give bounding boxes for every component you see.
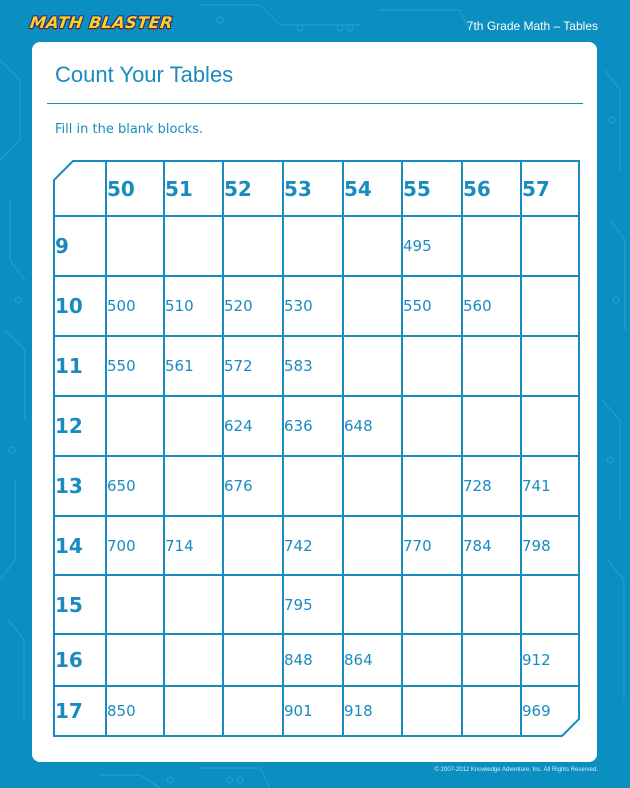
row-header: 11 xyxy=(54,336,106,396)
grid-cell[interactable] xyxy=(402,634,462,686)
grid-cell[interactable] xyxy=(343,336,402,396)
grid-cell[interactable]: 918 xyxy=(343,686,402,736)
grid-cell[interactable] xyxy=(164,686,223,736)
grid-cell[interactable] xyxy=(462,396,521,456)
column-header: 53 xyxy=(283,161,343,216)
grid-cell[interactable] xyxy=(164,456,223,516)
table-row xyxy=(54,575,579,634)
grid-cell[interactable]: 520 xyxy=(223,276,283,336)
column-header: 52 xyxy=(223,161,283,216)
grid-cell[interactable] xyxy=(462,336,521,396)
column-header: 55 xyxy=(402,161,462,216)
column-header: 57 xyxy=(521,161,579,216)
grid-cell[interactable] xyxy=(106,396,164,456)
grid-cell[interactable] xyxy=(106,634,164,686)
grid-cell[interactable]: 848 xyxy=(283,634,343,686)
grid-cell[interactable] xyxy=(462,686,521,736)
row-header: 13 xyxy=(54,456,106,516)
row-header: 14 xyxy=(54,516,106,575)
grid-cell[interactable]: 572 xyxy=(223,336,283,396)
row-header: 10 xyxy=(54,276,106,336)
grid-cell[interactable]: 530 xyxy=(283,276,343,336)
grid-cell[interactable]: 700 xyxy=(106,516,164,575)
grid-cell[interactable] xyxy=(223,216,283,276)
grid-cell[interactable] xyxy=(164,634,223,686)
grid-cell[interactable] xyxy=(521,336,579,396)
row-header: 16 xyxy=(54,634,106,686)
instructions-text: Fill in the blank blocks. xyxy=(55,122,204,137)
grid-cell[interactable] xyxy=(402,575,462,634)
header-row xyxy=(54,161,579,216)
row-header: 12 xyxy=(54,396,106,456)
title-divider xyxy=(47,103,583,104)
row-header: 9 xyxy=(54,216,106,276)
grid-cell[interactable] xyxy=(521,216,579,276)
grid-cell[interactable] xyxy=(462,575,521,634)
grid-cell[interactable]: 741 xyxy=(521,456,579,516)
grid-cell[interactable] xyxy=(402,336,462,396)
grid-cell[interactable]: 770 xyxy=(402,516,462,575)
grid-cell[interactable] xyxy=(343,575,402,634)
grid-cell[interactable] xyxy=(223,516,283,575)
grid-cell[interactable] xyxy=(164,216,223,276)
grid-cell[interactable] xyxy=(521,575,579,634)
grid-cell[interactable] xyxy=(402,686,462,736)
grid-cell[interactable] xyxy=(343,216,402,276)
table-row xyxy=(54,516,579,575)
grid-cell-value: 969 xyxy=(522,702,551,720)
grid-cell[interactable] xyxy=(164,575,223,634)
table-row xyxy=(54,686,579,736)
grid-cell[interactable] xyxy=(402,456,462,516)
grid-cell[interactable]: 850 xyxy=(106,686,164,736)
table-row xyxy=(54,456,579,516)
corner-notch-icon xyxy=(520,685,580,737)
grid-cell[interactable] xyxy=(223,575,283,634)
grid-cell[interactable] xyxy=(106,216,164,276)
grid-cell[interactable] xyxy=(343,456,402,516)
table-row xyxy=(54,276,579,336)
grid-cell[interactable]: 648 xyxy=(343,396,402,456)
grid-cell[interactable]: 676 xyxy=(223,456,283,516)
corner-notch-icon xyxy=(53,160,107,217)
grid-cell[interactable]: 510 xyxy=(164,276,223,336)
grade-label: 7th Grade Math – Tables xyxy=(466,19,598,33)
math-blaster-logo: MATH BLASTER xyxy=(28,13,175,32)
grid-cell[interactable]: 784 xyxy=(462,516,521,575)
grid-cell[interactable] xyxy=(521,396,579,456)
grid-cell[interactable]: 742 xyxy=(283,516,343,575)
grid-cell[interactable] xyxy=(462,634,521,686)
table-row xyxy=(54,336,579,396)
column-header: 56 xyxy=(462,161,521,216)
corner-cell xyxy=(54,161,106,216)
grid-cell[interactable]: 901 xyxy=(283,686,343,736)
grid-cell[interactable] xyxy=(402,396,462,456)
worksheet-card xyxy=(32,42,597,762)
grid-cell[interactable] xyxy=(462,216,521,276)
grid-cell[interactable] xyxy=(223,634,283,686)
multiplication-grid xyxy=(53,160,580,737)
grid-cell[interactable] xyxy=(164,396,223,456)
grid-cell[interactable]: 714 xyxy=(164,516,223,575)
multiplication-table xyxy=(53,160,580,737)
table-row xyxy=(54,634,579,686)
grid-cell[interactable]: 561 xyxy=(164,336,223,396)
row-header: 15 xyxy=(54,575,106,634)
grid-cell[interactable]: 798 xyxy=(521,516,579,575)
grid-cell[interactable]: 728 xyxy=(462,456,521,516)
row-header: 17 xyxy=(54,686,106,736)
grid-cell[interactable]: 550 xyxy=(402,276,462,336)
grid-cell[interactable] xyxy=(106,575,164,634)
copyright-notice: © 2007-2012 Knowledge Adventure, Inc. All Rights Reserved. xyxy=(434,767,598,773)
grid-cell[interactable] xyxy=(283,456,343,516)
column-header: 51 xyxy=(164,161,223,216)
grid-cell[interactable] xyxy=(521,686,579,736)
grid-cell[interactable] xyxy=(343,276,402,336)
column-header: 50 xyxy=(106,161,164,216)
grid-cell[interactable]: 864 xyxy=(343,634,402,686)
page-title: Count Your Tables xyxy=(55,62,234,87)
grid-cell[interactable]: 583 xyxy=(283,336,343,396)
grid-cell[interactable]: 624 xyxy=(223,396,283,456)
grid-cell[interactable]: 912 xyxy=(521,634,579,686)
table-row xyxy=(54,396,579,456)
grid-cell[interactable]: 795 xyxy=(283,575,343,634)
grid-cell[interactable]: 650 xyxy=(106,456,164,516)
grid-cell[interactable] xyxy=(343,516,402,575)
grid-cell[interactable]: 550 xyxy=(106,336,164,396)
column-header: 54 xyxy=(343,161,402,216)
grid-cell[interactable]: 560 xyxy=(462,276,521,336)
grid-cell[interactable]: 495 xyxy=(402,216,462,276)
grid-cell[interactable]: 636 xyxy=(283,396,343,456)
grid-cell[interactable] xyxy=(223,686,283,736)
grid-cell[interactable]: 500 xyxy=(106,276,164,336)
grid-cell[interactable] xyxy=(283,216,343,276)
table-row xyxy=(54,216,579,276)
grid-cell[interactable] xyxy=(521,276,579,336)
